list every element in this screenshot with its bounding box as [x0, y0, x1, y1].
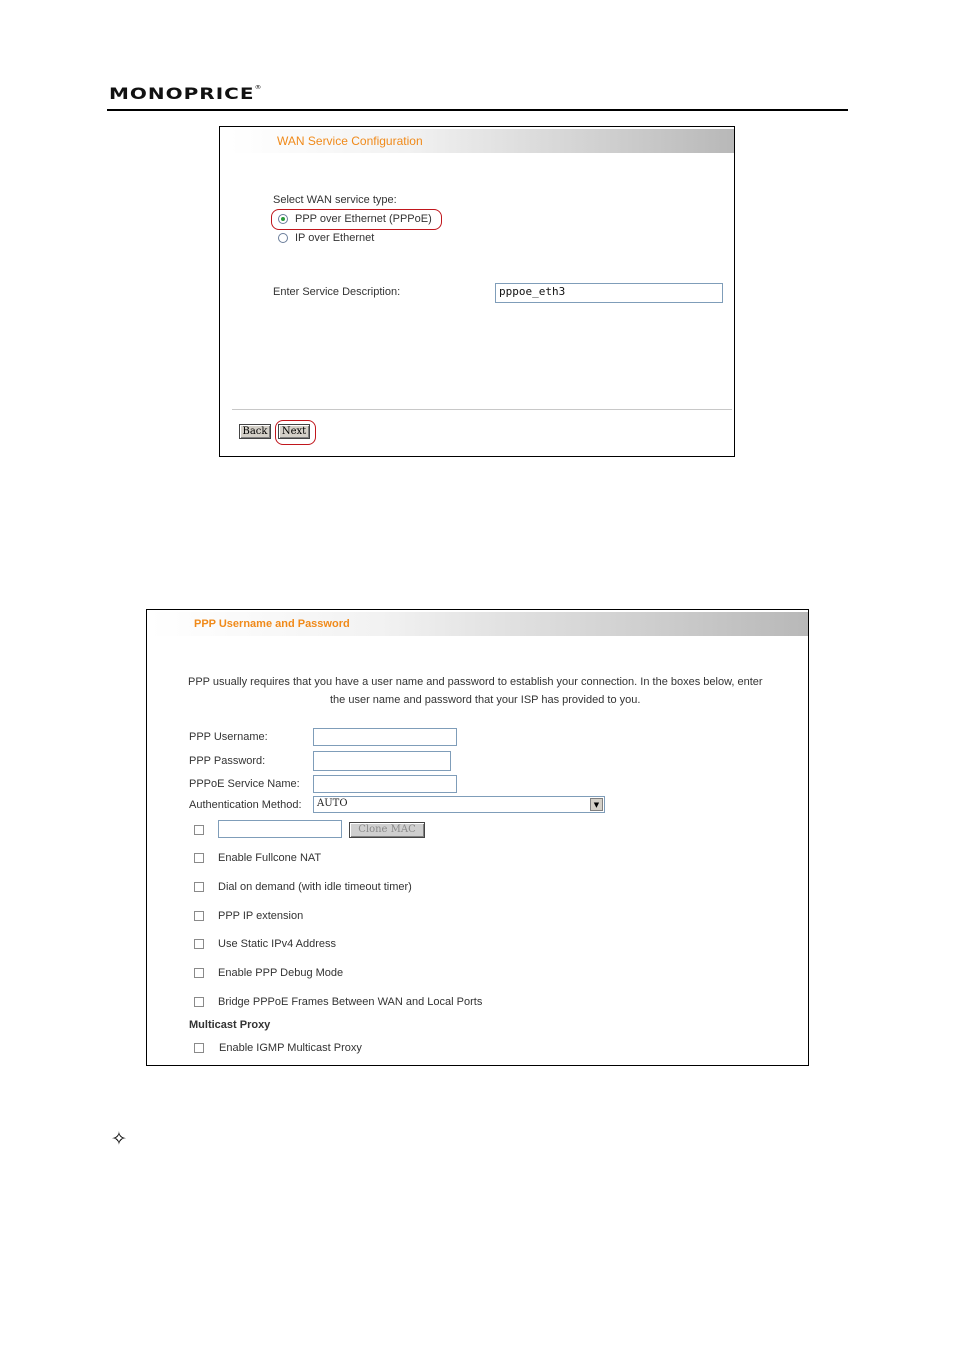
chevron-down-icon[interactable]: ▼	[590, 798, 603, 811]
pppoe-label[interactable]: PPP over Ethernet (PPPoE)	[295, 213, 432, 225]
dial-on-demand-checkbox[interactable]	[194, 882, 204, 892]
monoprice-logo: MONOPRICE®	[109, 84, 263, 104]
clone-mac-checkbox[interactable]	[194, 825, 204, 835]
sparkle-icon: ✧	[111, 1129, 127, 1150]
auth-method-label: Authentication Method:	[189, 799, 302, 811]
pppoe-service-name-input[interactable]	[313, 775, 457, 793]
dial-on-demand-label[interactable]: Dial on demand (with idle timeout timer)	[218, 881, 412, 893]
service-description-label: Enter Service Description:	[273, 286, 401, 298]
multicast-proxy-heading: Multicast Proxy	[189, 1019, 271, 1031]
fullcone-nat-label[interactable]: Enable Fullcone NAT	[218, 852, 322, 864]
pppoe-radio[interactable]	[278, 214, 288, 224]
mac-address-input[interactable]	[218, 820, 342, 838]
pppoe-service-name-label: PPPoE Service Name:	[189, 778, 300, 790]
bridge-pppoe-label[interactable]: Bridge PPPoE Frames Between WAN and Local Ports	[218, 996, 483, 1008]
ppp-ip-extension-checkbox[interactable]	[194, 911, 204, 921]
bridge-pppoe-checkbox[interactable]	[194, 997, 204, 1007]
ppp-intro-line2: the user name and password that your ISP has provided to you.	[330, 694, 641, 706]
ppp-panel-title: PPP Username and Password	[149, 612, 808, 636]
ppp-debug-label[interactable]: Enable PPP Debug Mode	[218, 967, 344, 979]
fullcone-nat-checkbox[interactable]	[194, 853, 204, 863]
wan-select-label: Select WAN service type:	[273, 194, 397, 206]
ppp-intro-line1: PPP usually requires that you have a user name and password to establish your connection. In the boxes below, enter	[188, 676, 763, 688]
header-rule	[107, 109, 848, 111]
clone-mac-button[interactable]: Clone MAC	[349, 822, 425, 838]
next-button[interactable]: Next	[278, 424, 310, 439]
wan-service-panel	[219, 126, 735, 457]
wan-panel-divider	[232, 409, 732, 410]
wan-panel-title: WAN Service Configuration	[230, 129, 734, 153]
ppp-username-label: PPP Username:	[189, 731, 268, 743]
ppp-password-input[interactable]	[313, 751, 451, 771]
ppp-username-input[interactable]	[313, 728, 457, 746]
back-button[interactable]: Back	[239, 424, 271, 439]
ppp-password-label: PPP Password:	[189, 755, 266, 767]
ppp-credentials-panel	[146, 609, 809, 1066]
igmp-proxy-checkbox[interactable]	[194, 1043, 204, 1053]
ppp-debug-checkbox[interactable]	[194, 968, 204, 978]
ipoe-radio[interactable]	[278, 233, 288, 243]
service-description-input[interactable]: pppoe_eth3	[495, 283, 723, 303]
static-ipv4-label[interactable]: Use Static IPv4 Address	[218, 938, 336, 950]
ppp-ip-extension-label[interactable]: PPP IP extension	[218, 910, 304, 922]
static-ipv4-checkbox[interactable]	[194, 939, 204, 949]
igmp-proxy-label[interactable]: Enable IGMP Multicast Proxy	[219, 1042, 362, 1054]
auth-method-select[interactable]	[313, 796, 605, 813]
auth-method-value: AUTO	[317, 798, 348, 809]
ipoe-label[interactable]: IP over Ethernet	[295, 232, 375, 244]
